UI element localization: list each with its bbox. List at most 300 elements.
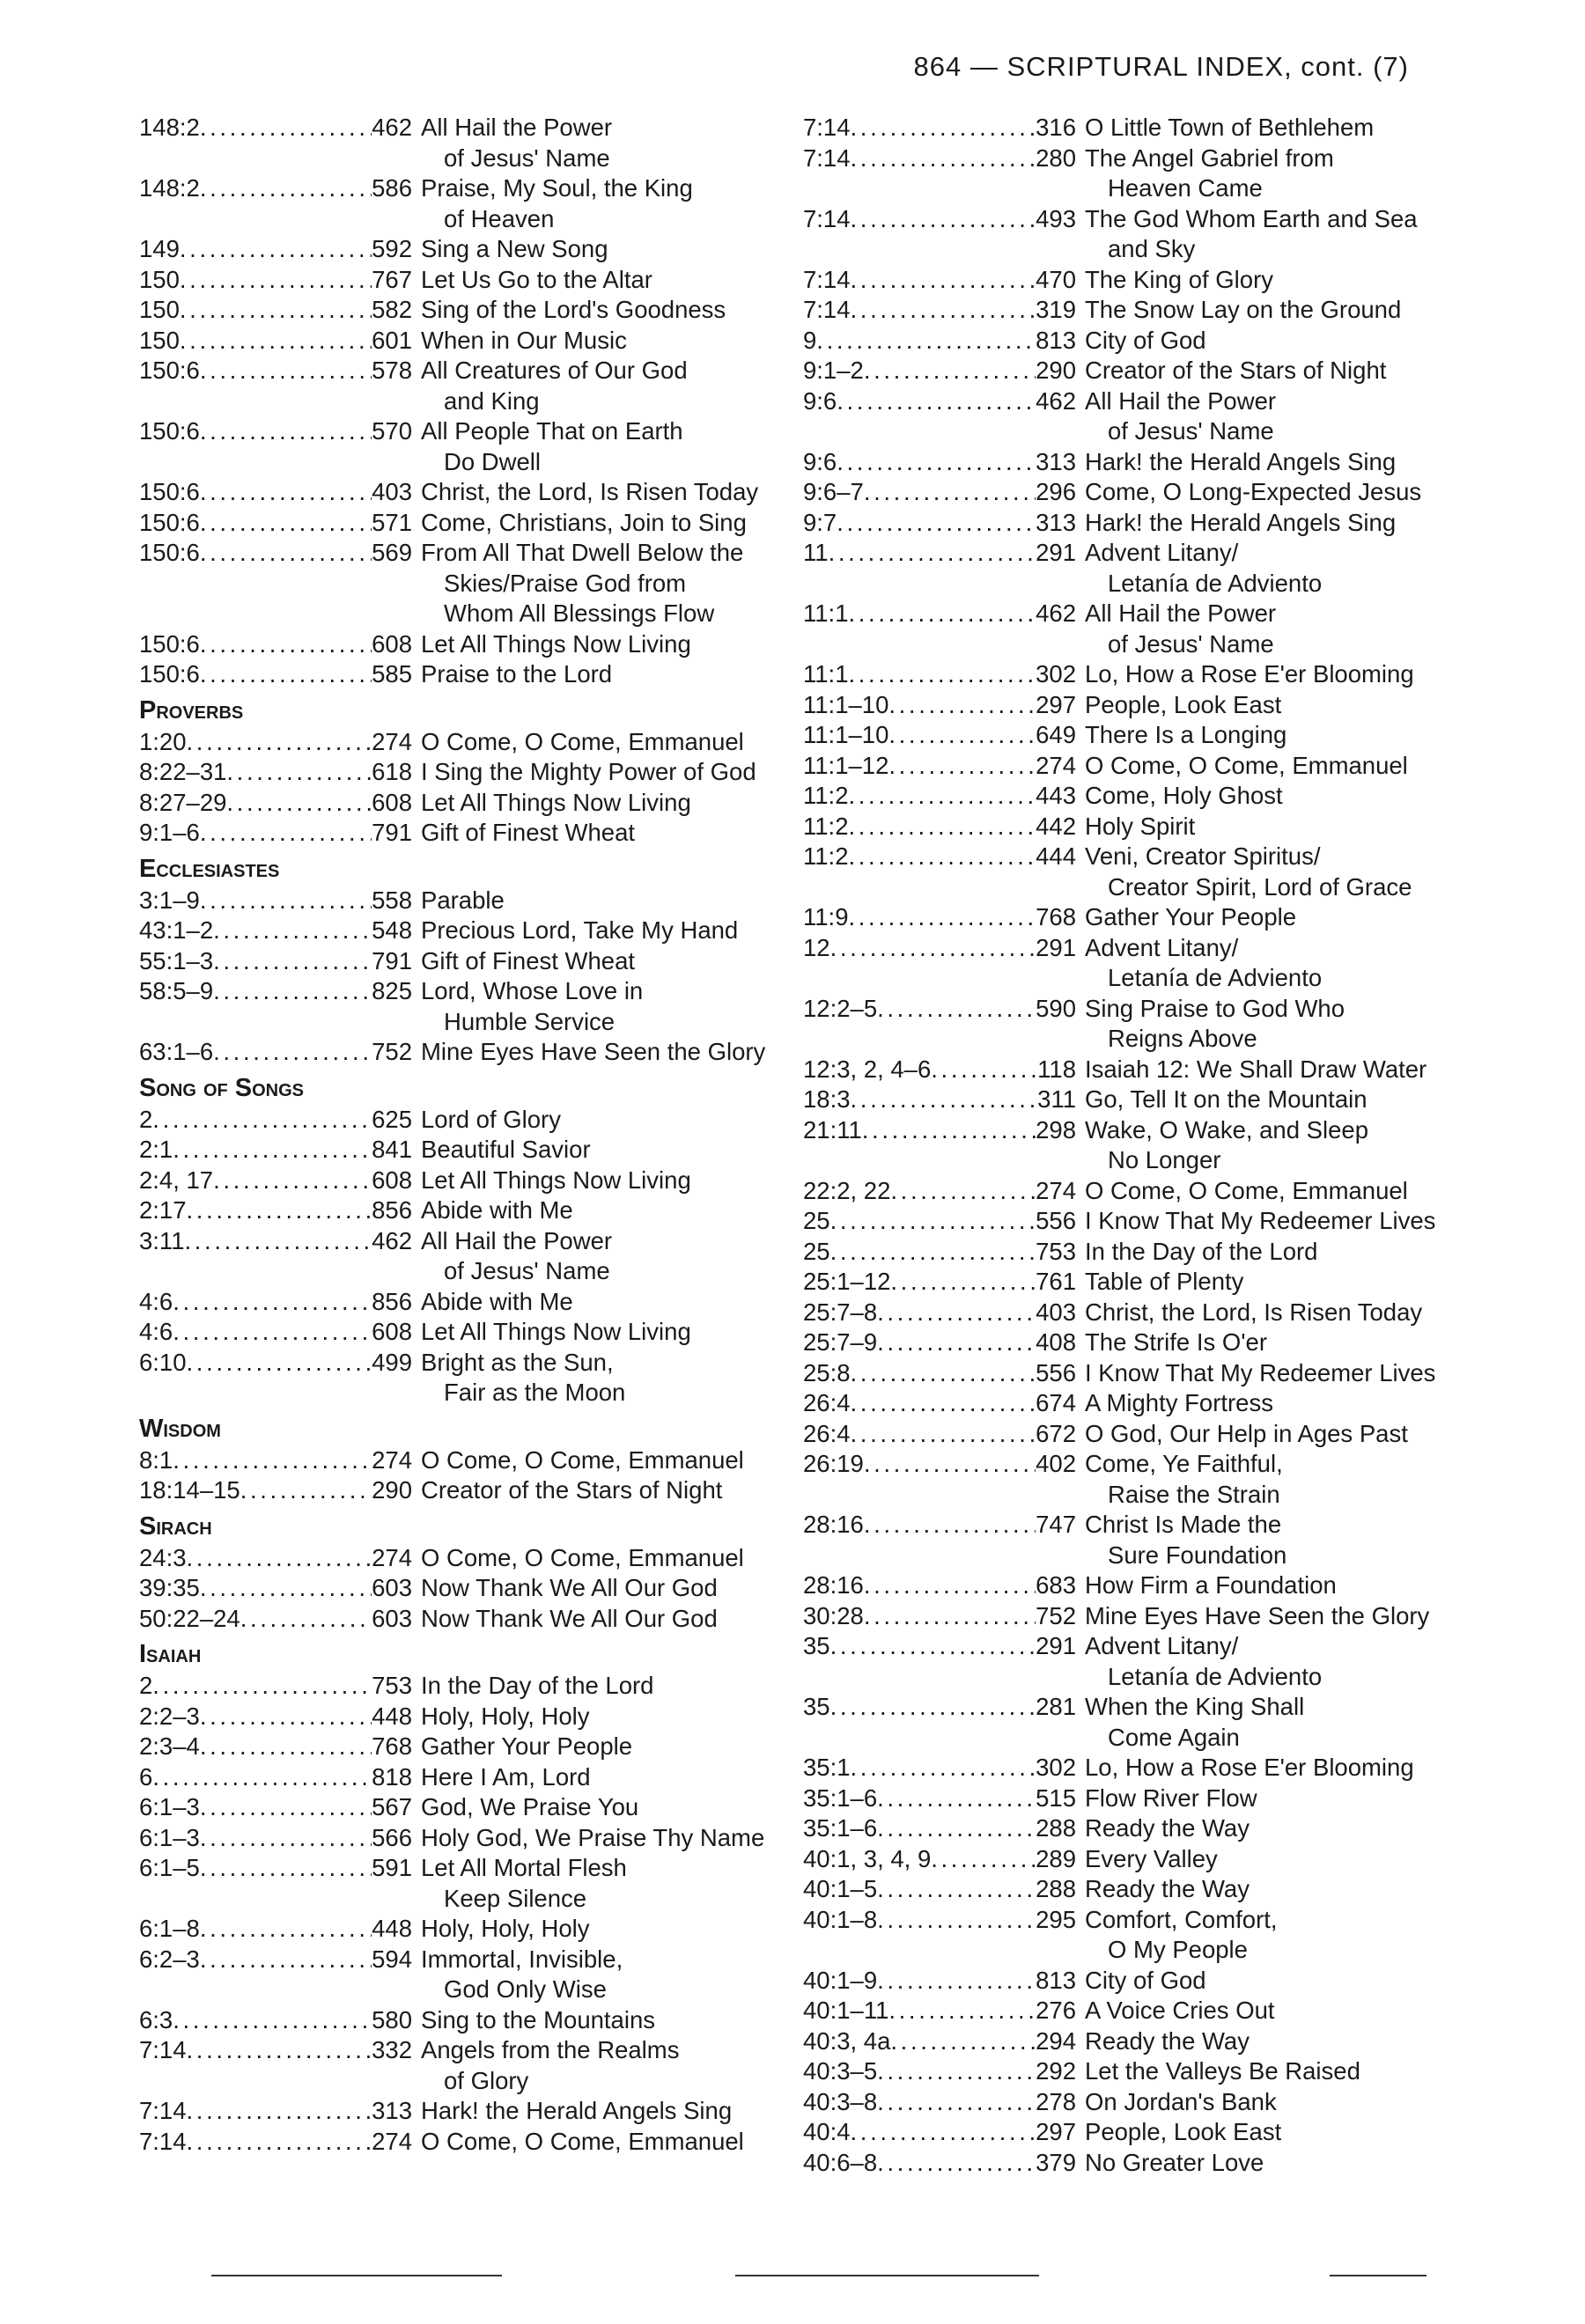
hymn-title: [1078, 2117, 1437, 2148]
dot-leader: [187, 2035, 372, 2066]
reference-cell: [803, 326, 1078, 357]
hymn-title: [1078, 1601, 1437, 1632]
index-entry: [139, 326, 773, 357]
index-entry: [139, 818, 773, 849]
dot-leader: [864, 1570, 1036, 1601]
scripture-reference: 2:17: [139, 1196, 187, 1224]
hymn-number: 556: [1036, 1207, 1076, 1234]
index-entry: [803, 902, 1437, 933]
reference-cell: [139, 946, 414, 977]
hymn-title-line: Immortal, Invisible,: [421, 1945, 623, 1973]
dot-leader: [152, 1671, 372, 1702]
dot-leader: [851, 265, 1036, 296]
reference-cell: [803, 994, 1078, 1025]
hymn-title: [1078, 842, 1437, 902]
hymn-title-line: Angels from the Realms: [421, 2036, 680, 2063]
reference-cell: [803, 447, 1078, 478]
dot-leader: [888, 690, 1036, 721]
index-entry: [139, 477, 773, 508]
hymn-title: [414, 113, 773, 173]
reference-cell: [139, 1037, 414, 1068]
dot-leader: [851, 143, 1036, 174]
scripture-reference: 26:4: [803, 1389, 851, 1416]
dot-leader: [240, 1475, 372, 1506]
hymn-number: 462: [1036, 386, 1076, 415]
dot-leader: [888, 1996, 1036, 2026]
scripture-reference: 39:35: [139, 1574, 200, 1601]
index-entry: [803, 994, 1437, 1055]
hymn-number: 443: [1036, 782, 1076, 809]
scripture-reference: 6:3: [139, 2005, 173, 2034]
hymn-title: [1078, 1966, 1437, 1997]
hymn-title-line: Let Us Go to the Altar: [421, 265, 652, 293]
hymn-number: 295: [1036, 1905, 1076, 1933]
hymn-title: [414, 295, 773, 326]
scripture-reference: 7:14: [803, 114, 851, 141]
hymn-number: 590: [1036, 994, 1076, 1022]
reference-cell: [139, 788, 414, 819]
scripture-reference: 22:2, 22: [803, 1176, 891, 1204]
hymn-title-line: O Come, O Come, Emmanuel: [421, 2127, 744, 2155]
index-entry: [803, 386, 1437, 447]
reference-cell: [803, 1419, 1078, 1450]
index-entry: [139, 356, 773, 416]
index-entry: [139, 916, 773, 946]
hymn-title: [414, 1671, 773, 1702]
index-entry: [803, 204, 1437, 265]
book-heading: Song of Songs: [139, 1073, 305, 1102]
scripture-reference: 8:27–29: [139, 788, 227, 816]
hymn-title: [1078, 538, 1437, 599]
hymn-title-line: O Little Town of Bethlehem: [1085, 114, 1375, 141]
footer-rules: [132, 2275, 1559, 2278]
hymn-title-line: Come, Christians, Join to Sing: [421, 508, 747, 536]
scripture-reference: 28:16: [803, 1511, 864, 1538]
hymn-number: 747: [1036, 1511, 1076, 1538]
scripture-reference: 150:6: [139, 660, 200, 688]
hymn-title: [1078, 477, 1437, 508]
reference-cell: [803, 1055, 1078, 1085]
hymn-number: 291: [1036, 539, 1076, 566]
hymn-title-line: City of God: [1085, 326, 1206, 354]
hymn-number: 592: [372, 235, 412, 262]
hymn-title: [1078, 2056, 1437, 2087]
reference-cell: [803, 720, 1078, 751]
scripture-reference: 6:1–5: [139, 1854, 200, 1881]
hymn-number: 791: [372, 946, 412, 974]
hymn-title: [414, 1226, 773, 1287]
hymn-title-line: Here I Am, Lord: [421, 1762, 591, 1791]
reference-cell: [139, 1166, 414, 1196]
index-entry: [803, 1085, 1437, 1115]
index-entry: [803, 599, 1437, 659]
index-entry: [803, 477, 1437, 508]
hymn-title-line: Let All Things Now Living: [421, 788, 691, 816]
hymn-title: [414, 1037, 773, 1068]
hymn-title: [1078, 751, 1437, 782]
hymn-title-line: Praise to the Lord: [421, 660, 613, 688]
dot-leader: [848, 599, 1036, 629]
hymn-title: [414, 976, 773, 1037]
hymn-number: 567: [372, 1793, 412, 1820]
index-entry: [139, 976, 773, 1037]
hymn-number: 278: [1036, 2087, 1076, 2115]
hymn-title-line: Veni, Creator Spiritus/: [1085, 842, 1321, 870]
hymn-number: 297: [1036, 2118, 1076, 2145]
hymn-number: 276: [1036, 1997, 1076, 2024]
hymn-title-continuation: of Glory: [444, 2066, 529, 2094]
hymn-number: 379: [1036, 2148, 1076, 2176]
reference-cell: [803, 1631, 1078, 1662]
hymn-title-line: Abide with Me: [421, 1196, 573, 1224]
hymn-title-line: Creator of the Stars of Night: [421, 1476, 723, 1504]
scripture-reference: 4:6: [139, 1318, 173, 1345]
reference-cell: [803, 2148, 1078, 2179]
dot-leader: [200, 508, 372, 539]
dot-leader: [152, 1762, 372, 1793]
dot-leader: [200, 629, 372, 660]
reference-cell: [803, 812, 1078, 842]
hymn-number: 274: [372, 727, 412, 755]
scripture-reference: 148:2: [139, 174, 200, 202]
hymn-title: [1078, 356, 1437, 386]
hymn-title-line: Holy, Holy, Holy: [421, 1915, 590, 1942]
hymn-title: [414, 508, 773, 539]
scripture-reference: 50:22–24: [139, 1604, 240, 1632]
index-entry: [803, 933, 1437, 994]
scripture-reference: 18:3: [803, 1085, 851, 1113]
scripture-reference: 9: [803, 326, 817, 354]
hymn-title: [1078, 902, 1437, 933]
dot-leader: [877, 1905, 1036, 1936]
hymn-number: 298: [1036, 1115, 1076, 1144]
scripture-reference: 9:7: [803, 508, 837, 536]
reference-cell: [803, 842, 1078, 872]
hymn-title: [1078, 1692, 1437, 1753]
hymn-title: [1078, 1388, 1437, 1419]
hymn-number: 841: [372, 1136, 412, 1163]
hymn-number: 608: [372, 788, 412, 816]
hymn-number: 291: [1036, 933, 1076, 961]
hymn-title-continuation: Letanía de Adviento: [1108, 1662, 1323, 1690]
scripture-reference: 35:1–6: [803, 1814, 878, 1842]
dot-leader: [213, 916, 372, 946]
dot-leader: [877, 1783, 1036, 1814]
index-entry: [139, 946, 773, 977]
dot-leader: [187, 2127, 372, 2158]
reference-cell: [139, 818, 414, 849]
reference-cell: [139, 1823, 414, 1854]
dot-leader: [877, 2148, 1036, 2179]
index-entry: [139, 1348, 773, 1408]
reference-cell: [139, 326, 414, 357]
reference-cell: [139, 1226, 414, 1257]
hymn-title-line: Lord, Whose Love in: [421, 977, 644, 1004]
dot-leader: [851, 1419, 1036, 1450]
hymn-number: 313: [1036, 447, 1076, 475]
hymn-number: 290: [372, 1476, 412, 1504]
footer-rule: [1330, 2275, 1426, 2276]
hymn-title-line: Bright as the Sun,: [421, 1348, 614, 1376]
hymn-title-continuation: and Sky: [1108, 235, 1196, 262]
hymn-title-line: Christ Is Made the: [1085, 1511, 1282, 1538]
hymn-title: [414, 659, 773, 690]
dot-leader: [837, 447, 1036, 478]
hymn-title-line: Gift of Finest Wheat: [421, 946, 636, 974]
hymn-title-line: Sing of the Lord's Goodness: [421, 296, 726, 323]
index-entry: [139, 629, 773, 660]
hymn-number: 580: [372, 2005, 412, 2034]
dot-leader: [830, 1631, 1036, 1662]
hymn-title: [1078, 1753, 1437, 1783]
scripture-reference: 26:19: [803, 1450, 864, 1477]
reference-cell: [803, 1874, 1078, 1905]
reference-cell: [803, 2056, 1078, 2087]
hymn-title: [1078, 1996, 1437, 2026]
scripture-reference: 40:4: [803, 2118, 851, 2145]
hymn-number: 296: [1036, 478, 1076, 505]
index-entry: [139, 113, 773, 173]
hymn-number: 825: [372, 977, 412, 1004]
hymn-title-line: People, Look East: [1085, 690, 1282, 718]
scripture-reference: 40:1–5: [803, 1875, 878, 1902]
reference-cell: [139, 477, 414, 508]
reference-cell: [803, 933, 1078, 964]
reference-cell: [139, 659, 414, 690]
dot-leader: [877, 1327, 1036, 1358]
reference-cell: [803, 781, 1078, 812]
reference-cell: [803, 1783, 1078, 1814]
hymn-title: [414, 1195, 773, 1226]
scripture-reference: 11:1–12: [803, 751, 889, 779]
hymn-title-continuation: God Only Wise: [444, 1975, 607, 2003]
index-entry: [803, 812, 1437, 842]
footer-rule: [735, 2275, 1039, 2276]
hymn-number: 601: [372, 326, 412, 354]
scripture-reference: 8:22–31: [139, 758, 227, 785]
reference-cell: [803, 1206, 1078, 1237]
scripture-reference: 30:28: [803, 1601, 864, 1629]
hymn-title-line: I Know That My Redeemer Lives: [1085, 1207, 1436, 1234]
dot-leader: [851, 1358, 1036, 1389]
scripture-reference: 2:2–3: [139, 1702, 200, 1730]
dot-leader: [851, 204, 1036, 235]
dot-leader: [888, 720, 1036, 751]
index-entry: [803, 1267, 1437, 1298]
scripture-reference: 11:9: [803, 903, 849, 930]
hymn-title-line: All Hail the Power: [1085, 386, 1277, 415]
reference-cell: [139, 1702, 414, 1732]
hymn-title: [1078, 599, 1437, 659]
hymn-title: [414, 173, 773, 234]
reference-cell: [803, 1237, 1078, 1268]
hymn-title: [1078, 1055, 1437, 1085]
index-entry: [139, 1475, 773, 1506]
hymn-number: 813: [1036, 1966, 1076, 1994]
dot-leader: [200, 416, 372, 447]
reference-cell: [139, 508, 414, 539]
dot-leader: [200, 1853, 372, 1884]
hymn-title-line: Now Thank We All Our God: [421, 1574, 718, 1601]
dot-leader: [200, 356, 372, 386]
dot-leader: [864, 1601, 1036, 1632]
dot-leader: [180, 326, 372, 357]
hymn-number: 566: [372, 1823, 412, 1851]
dot-leader: [173, 1135, 372, 1166]
reference-cell: [139, 1732, 414, 1762]
hymn-title: [414, 2035, 773, 2096]
scripture-reference: 2:3–4: [139, 1732, 200, 1760]
reference-cell: [803, 1601, 1078, 1632]
dot-leader: [213, 1037, 372, 1068]
dot-leader: [931, 1844, 1036, 1875]
index-entry: [139, 508, 773, 539]
index-entry: [803, 1601, 1437, 1632]
hymn-title: [1078, 1905, 1437, 1966]
index-entry: [803, 1327, 1437, 1358]
dot-leader: [180, 295, 372, 326]
hymn-title: [414, 1105, 773, 1136]
hymn-number: 578: [372, 357, 412, 384]
hymn-title: [1078, 812, 1437, 842]
hymn-number: 570: [372, 417, 412, 445]
hymn-title-line: Gift of Finest Wheat: [421, 819, 636, 846]
scripture-reference: 25:7–8: [803, 1298, 878, 1326]
index-entry: [803, 1874, 1437, 1905]
hymn-number: 274: [372, 2127, 412, 2155]
scripture-reference: 9:6: [803, 447, 837, 475]
index-entry: [803, 1115, 1437, 1176]
dot-leader: [187, 1348, 372, 1379]
hymn-number: 280: [1036, 143, 1076, 172]
hymn-title-line: Now Thank We All Our God: [421, 1604, 718, 1632]
hymn-title: [1078, 326, 1437, 357]
index-entry: [139, 1037, 773, 1068]
hymn-number: 403: [372, 478, 412, 505]
reference-cell: [139, 2096, 414, 2127]
hymn-title-line: O Come, O Come, Emmanuel: [421, 1445, 744, 1474]
reference-cell: [139, 1348, 414, 1379]
dot-leader: [200, 1732, 372, 1762]
index-entry: [139, 1604, 773, 1635]
hymn-number: 603: [372, 1574, 412, 1601]
hymn-title-line: A Voice Cries Out: [1085, 1997, 1275, 2024]
scripture-reference: 149: [139, 235, 180, 262]
reference-cell: [139, 234, 414, 265]
reference-cell: [139, 1945, 414, 1975]
hymn-title-line: Go, Tell It on the Mountain: [1085, 1085, 1368, 1113]
hymn-title-continuation: of Heaven: [444, 204, 555, 232]
hymn-title-line: How Firm a Foundation: [1085, 1571, 1337, 1599]
hymn-title-continuation: Reigns Above: [1108, 1025, 1257, 1052]
hymn-title: [1078, 113, 1437, 143]
hymn-title-line: There Is a Longing: [1085, 721, 1287, 748]
hymn-number: 274: [372, 1543, 412, 1571]
hymn-title: [1078, 2087, 1437, 2118]
hymn-title-line: God, We Praise You: [421, 1793, 639, 1820]
hymn-number: 302: [1036, 660, 1076, 688]
hymn-title-continuation: of Jesus' Name: [1108, 417, 1274, 445]
reference-cell: [803, 356, 1078, 386]
index-entry: [139, 538, 773, 629]
dot-leader: [877, 994, 1036, 1025]
index-entry: [803, 1237, 1437, 1268]
reference-cell: [803, 1085, 1078, 1115]
index-entry: [803, 2026, 1437, 2057]
hymn-number: 618: [372, 758, 412, 785]
reference-cell: [803, 1176, 1078, 1207]
hymn-title-line: Precious Lord, Take My Hand: [421, 916, 739, 944]
index-entry: [803, 2056, 1437, 2087]
scripture-reference: 11:2: [803, 842, 849, 870]
hymn-title: [414, 1348, 773, 1408]
hymn-title: [414, 1543, 773, 1574]
index-entry: [139, 416, 773, 477]
dot-leader: [173, 1287, 372, 1318]
reference-cell: [139, 173, 414, 204]
hymn-title: [1078, 508, 1437, 539]
hymn-title: [1078, 933, 1437, 994]
reference-cell: [139, 538, 414, 569]
hymn-title: [414, 1166, 773, 1196]
index-entry: [139, 1762, 773, 1793]
hymn-number: 548: [372, 916, 412, 944]
book-heading: Isaiah: [139, 1640, 202, 1668]
dot-leader: [173, 1317, 372, 1348]
hymn-title-continuation: Sure Foundation: [1108, 1541, 1287, 1569]
dot-leader: [864, 1449, 1036, 1480]
scripture-reference: 40:6–8: [803, 2148, 878, 2176]
reference-cell: [803, 265, 1078, 296]
index-entry: [139, 2096, 773, 2127]
reference-cell: [803, 1449, 1078, 1480]
hymn-title: [414, 818, 773, 849]
hymn-number: 118: [1037, 1055, 1076, 1083]
dot-leader: [837, 386, 1036, 417]
scripture-reference: 25: [803, 1237, 830, 1265]
scripture-reference: 7:14: [139, 2127, 187, 2155]
reference-cell: [139, 1573, 414, 1604]
hymn-title-line: When the King Shall: [1085, 1693, 1305, 1720]
hymn-title-line: All People That on Earth: [421, 417, 683, 445]
footer-rule: [211, 2275, 502, 2276]
dot-leader: [877, 1813, 1036, 1844]
dot-leader: [851, 1388, 1036, 1419]
hymn-title: [414, 916, 773, 946]
scripture-reference: 2:4, 17: [139, 1166, 214, 1194]
hymn-title: [1078, 1813, 1437, 1844]
hymn-title-line: In the Day of the Lord: [1085, 1237, 1318, 1265]
dot-leader: [851, 1085, 1038, 1115]
hymn-title-line: Holy God, We Praise Thy Name: [421, 1823, 765, 1851]
hymn-title: [414, 1945, 773, 2005]
index-entry: [803, 1298, 1437, 1328]
hymn-title: [1078, 1783, 1437, 1814]
hymn-number: 569: [372, 539, 412, 566]
reference-cell: [803, 2026, 1078, 2057]
hymn-title-continuation: Fair as the Moon: [444, 1379, 626, 1406]
hymn-number: 608: [372, 629, 412, 658]
scripture-reference: 40:1–11: [803, 1997, 889, 2024]
hymn-title-line: Come, Holy Ghost: [1085, 782, 1283, 809]
dot-leader: [830, 933, 1036, 964]
reference-cell: [803, 1692, 1078, 1723]
scripture-reference: 35: [803, 1632, 830, 1659]
index-entry: [803, 690, 1437, 721]
reference-cell: [139, 976, 414, 1007]
hymn-title-continuation: Skies/Praise God from: [444, 569, 687, 597]
hymn-title: [414, 1702, 773, 1732]
